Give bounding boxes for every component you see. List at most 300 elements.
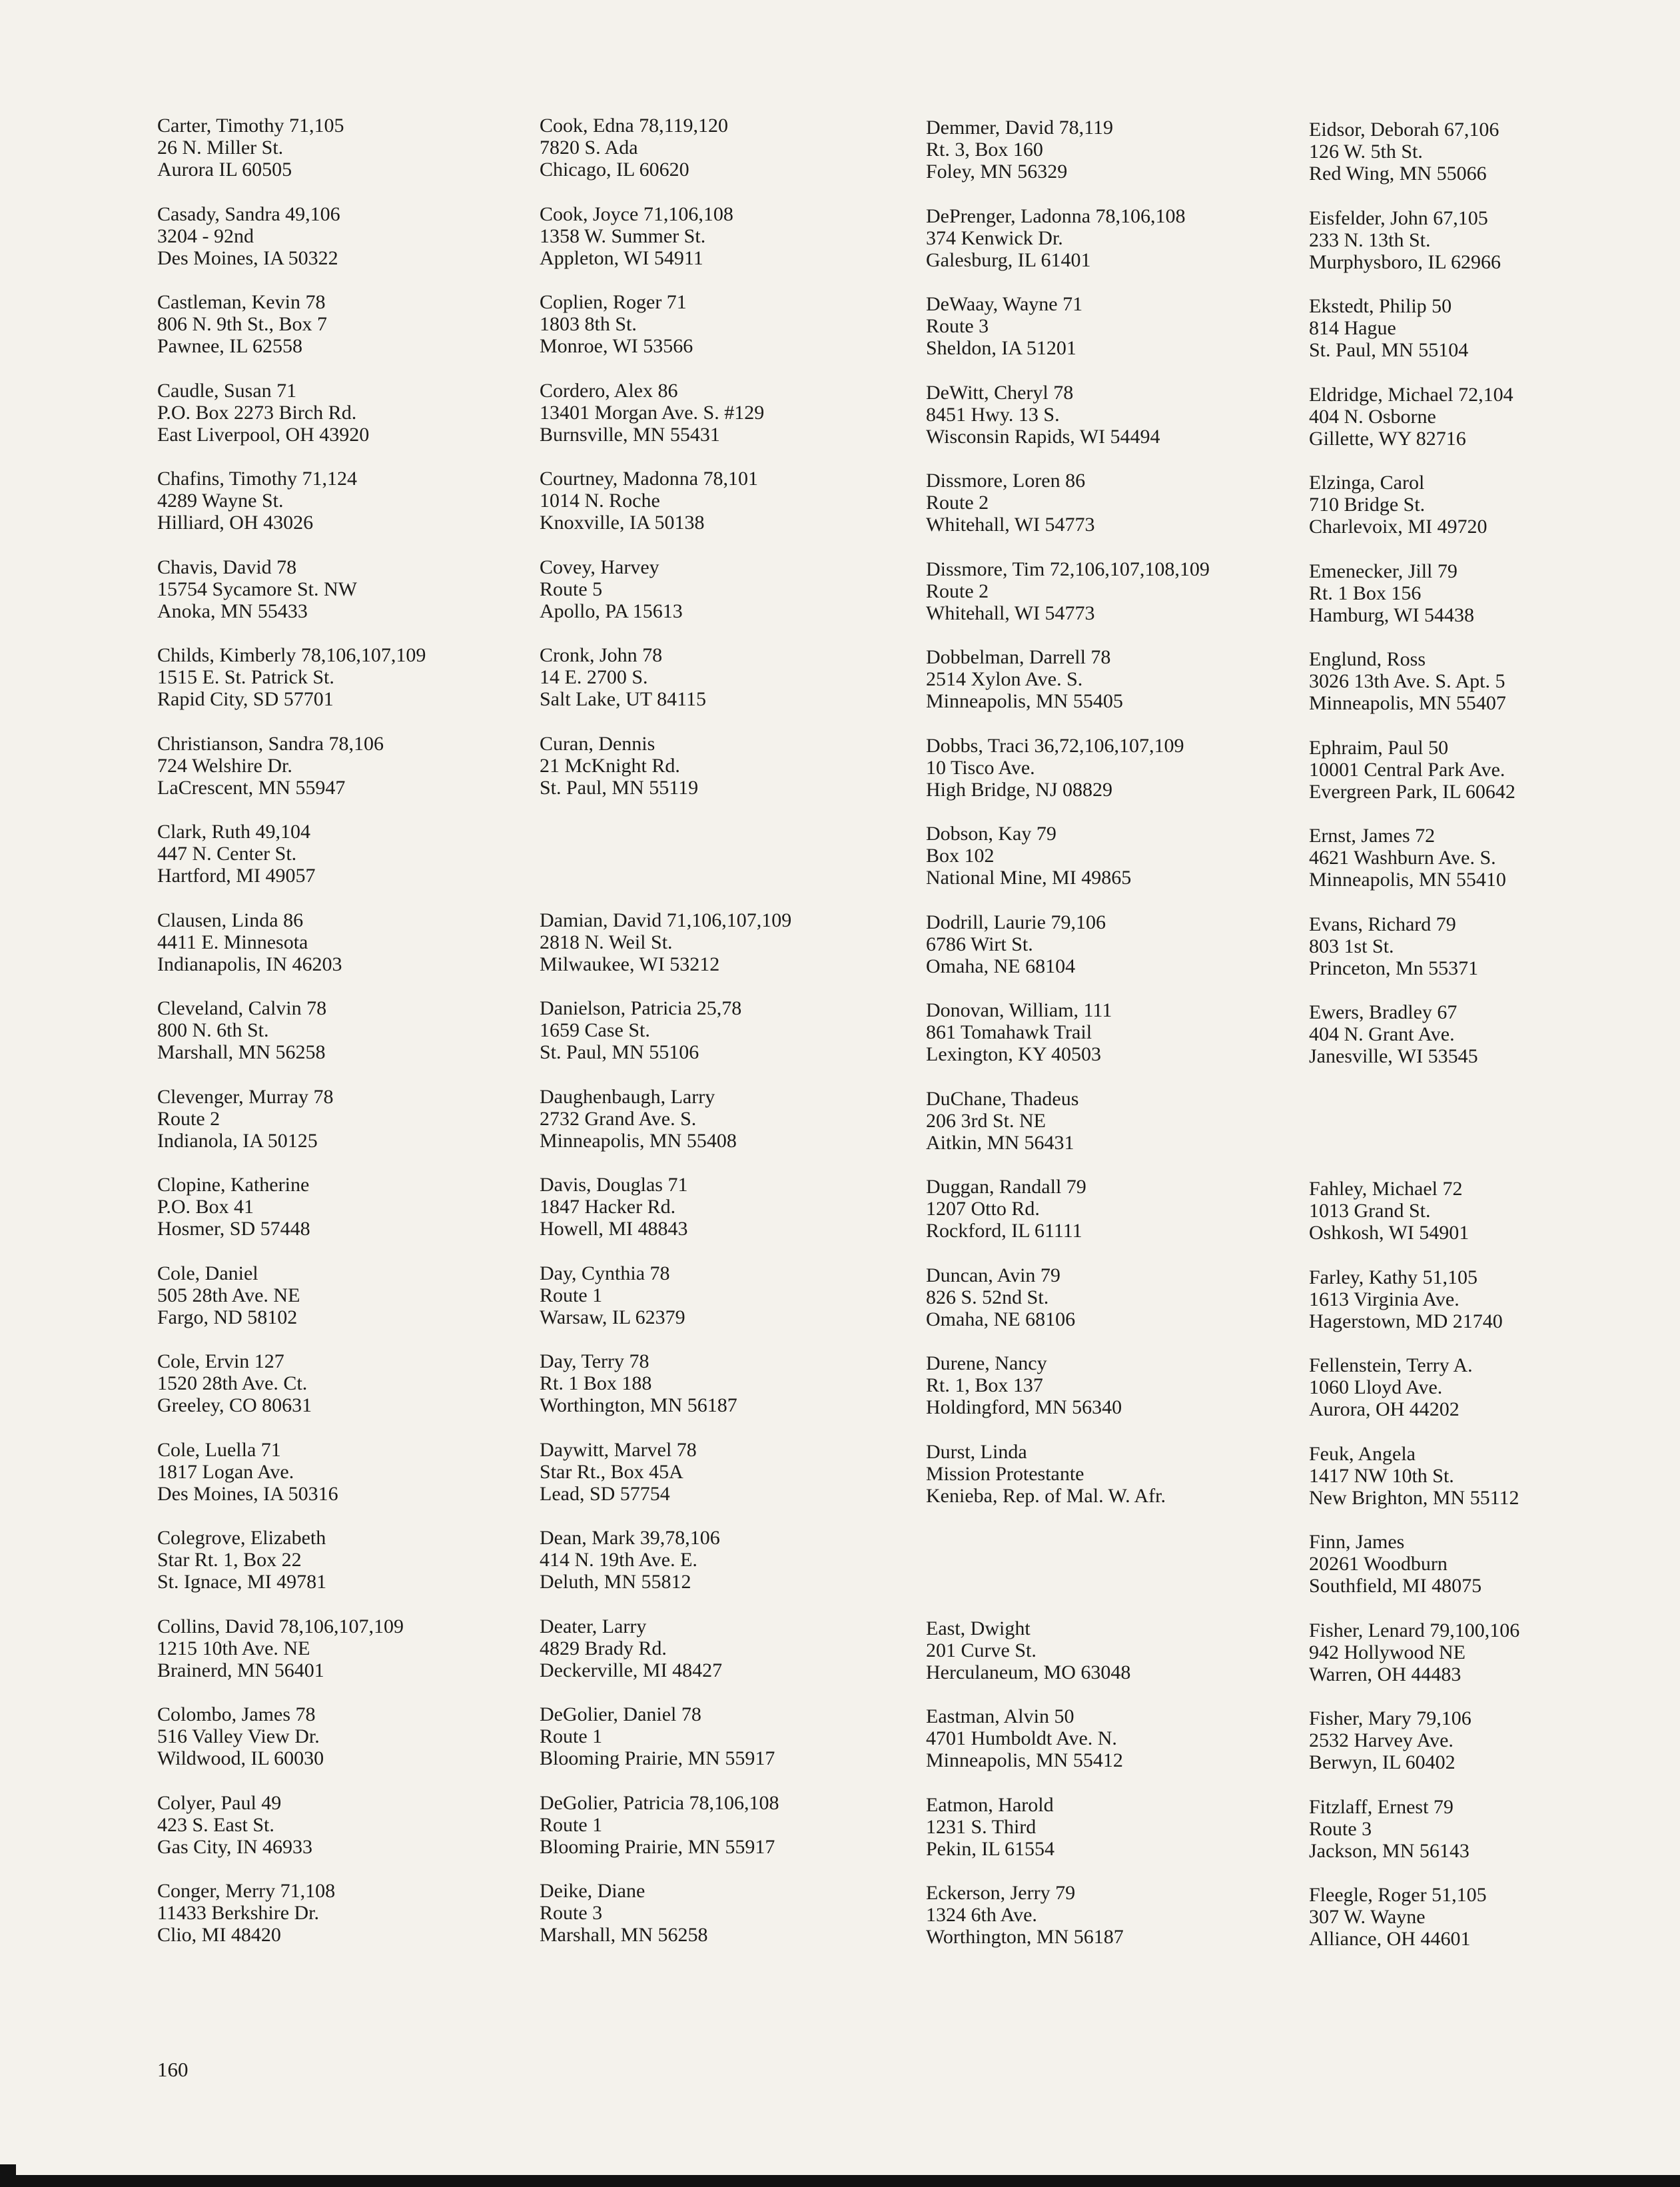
entry-name: DuChane, Thadeus	[926, 1087, 1079, 1110]
directory-entry	[1309, 825, 1680, 891]
directory-entry	[1309, 913, 1680, 979]
entry-name: Childs, Kimberly 78,106,107,109	[157, 644, 426, 666]
entry-city-state-zip: East Liverpool, OH 43920	[157, 423, 370, 446]
directory-entry	[1309, 560, 1680, 626]
entry-city-state-zip: Omaha, NE 68104	[926, 955, 1076, 977]
directory-entry	[540, 1174, 926, 1240]
entry-address: Box 102	[926, 845, 995, 867]
directory-entry	[926, 1088, 1312, 1154]
entry-city-state-zip: Milwaukee, WI 53212	[540, 953, 720, 975]
entry-city-state-zip: St. Ignace, MI 49781	[157, 1571, 327, 1593]
directory-entry	[540, 1527, 926, 1593]
directory-entry	[540, 1086, 926, 1152]
directory-entry	[1309, 1707, 1680, 1773]
entry-name: Englund, Ross	[1309, 648, 1426, 670]
entry-city-state-zip: High Bridge, NJ 08829	[926, 778, 1112, 801]
directory-entry	[1309, 384, 1680, 450]
directory-entry	[157, 1880, 544, 1946]
entry-name: Chafins, Timothy 71,124	[157, 468, 358, 490]
entry-address: 826 S. 52nd St.	[926, 1286, 1049, 1308]
entry-city-state-zip: Greeley, CO 80631	[157, 1394, 312, 1416]
entry-city-state-zip: Burnsville, MN 55431	[540, 423, 720, 446]
directory-entry	[157, 115, 544, 181]
directory-entry	[157, 644, 544, 710]
directory-entry	[1309, 1001, 1680, 1067]
entry-name: Ernst, James 72	[1309, 825, 1436, 847]
directory-entry	[1309, 737, 1680, 803]
entry-city-state-zip: Berwyn, IL 60402	[1309, 1751, 1456, 1773]
directory-entry	[540, 1439, 926, 1505]
directory-entry	[540, 468, 926, 534]
entry-address: 1215 10th Ave. NE	[157, 1637, 310, 1659]
entry-name: Caudle, Susan 71	[157, 379, 297, 402]
entry-name: Chavis, David 78	[157, 556, 297, 578]
entry-name: Eastman, Alvin 50	[926, 1705, 1074, 1727]
directory-entry	[1309, 119, 1680, 185]
entry-city-state-zip: Southfield, MI 48075	[1309, 1575, 1482, 1597]
entry-name: Dean, Mark 39,78,106	[540, 1527, 720, 1549]
entry-address: 516 Valley View Dr.	[157, 1725, 320, 1747]
entry-name: Evans, Richard 79	[1309, 913, 1456, 935]
entry-address: 404 N. Osborne	[1309, 405, 1436, 428]
entry-name: Eidsor, Deborah 67,106	[1309, 119, 1499, 141]
directory-entry	[540, 644, 926, 710]
entry-city-state-zip: New Brighton, MN 55112	[1309, 1486, 1519, 1509]
entry-address: 710 Bridge St.	[1309, 494, 1426, 516]
entry-address: Route 2	[157, 1107, 220, 1130]
entry-address: 942 Hollywood NE	[1309, 1641, 1466, 1663]
entry-name: Damian, David 71,106,107,109	[540, 909, 792, 931]
entry-address: 21 McKnight Rd.	[540, 754, 680, 777]
entry-city-state-zip: Aurora, OH 44202	[1309, 1398, 1460, 1420]
entry-address: 4411 E. Minnesota	[157, 931, 308, 953]
entry-city-state-zip: Sheldon, IA 51201	[926, 337, 1076, 359]
entry-name: Feuk, Angela	[1309, 1442, 1416, 1465]
entry-city-state-zip: Hosmer, SD 57448	[157, 1218, 310, 1240]
directory-entry	[926, 1352, 1312, 1418]
entry-city-state-zip: Whitehall, WI 54773	[926, 602, 1095, 624]
entry-name: Cole, Luella 71	[157, 1438, 281, 1461]
directory-entry	[926, 1882, 1312, 1948]
entry-name: Courtney, Madonna 78,101	[540, 468, 759, 490]
entry-city-state-zip: St. Paul, MN 55104	[1309, 339, 1469, 361]
entry-name: Deike, Diane	[540, 1880, 645, 1902]
entry-name: DeWitt, Cheryl 78	[926, 381, 1074, 404]
entry-name: Ekstedt, Philip 50	[1309, 295, 1452, 317]
entry-address: 404 N. Grant Ave.	[1309, 1023, 1455, 1045]
entry-name: Eatmon, Harold	[926, 1793, 1054, 1816]
directory-entry	[540, 997, 926, 1063]
entry-name: Cole, Ervin 127	[157, 1350, 284, 1372]
entry-address: 1659 Case St.	[540, 1019, 650, 1041]
entry-city-state-zip: Salt Lake, UT 84115	[540, 688, 706, 710]
entry-city-state-zip: Kenieba, Rep. of Mal. W. Afr.	[926, 1484, 1166, 1507]
entry-city-state-zip: Des Moines, IA 50316	[157, 1482, 338, 1505]
entry-address: 724 Welshire Dr.	[157, 754, 292, 777]
entry-address: 3204 - 92nd	[157, 224, 254, 247]
scan-edge-mark	[0, 2164, 16, 2175]
entry-address: Route 1	[540, 1284, 603, 1306]
entry-name: Cordero, Alex 86	[540, 379, 678, 402]
directory-entry	[157, 909, 544, 975]
entry-address: 233 N. 13th St.	[1309, 228, 1431, 251]
entry-city-state-zip: Hilliard, OH 43026	[157, 512, 314, 534]
entry-name: Christianson, Sandra 78,106	[157, 732, 384, 755]
entry-address: Star Rt., Box 45A	[540, 1460, 683, 1483]
entry-city-state-zip: LaCrescent, MN 55947	[157, 776, 346, 799]
entry-city-state-zip: Aurora IL 60505	[157, 159, 292, 181]
entry-city-state-zip: Clio, MI 48420	[157, 1924, 281, 1946]
entry-address: Route 3	[926, 315, 989, 337]
entry-city-state-zip: Red Wing, MN 55066	[1309, 163, 1487, 185]
directory-entry	[157, 821, 544, 887]
directory-entry	[926, 205, 1312, 271]
directory-entry	[157, 1792, 544, 1858]
entry-city-state-zip: Rockford, IL 61111	[926, 1220, 1082, 1242]
entry-name: DePrenger, Ladonna 78,106,108	[926, 205, 1186, 227]
entry-name: Fellenstein, Terry A.	[1309, 1354, 1473, 1376]
entry-address: 126 W. 5th St.	[1309, 141, 1423, 163]
entry-name: Conger, Merry 71,108	[157, 1880, 336, 1902]
directory-entry	[926, 117, 1312, 183]
entry-city-state-zip: Worthington, MN 56187	[540, 1394, 737, 1416]
entry-city-state-zip: Lexington, KY 40503	[926, 1043, 1102, 1065]
directory-entry	[157, 556, 544, 622]
entry-address: Route 2	[926, 492, 989, 514]
directory-entry	[926, 558, 1312, 624]
directory-entry	[1309, 207, 1680, 273]
entry-address: 1014 N. Roche	[540, 490, 660, 512]
directory-entry	[157, 1615, 544, 1681]
directory-entry	[540, 1703, 926, 1769]
entry-address: 4701 Humboldt Ave. N.	[926, 1727, 1117, 1749]
entry-city-state-zip: Howell, MI 48843	[540, 1218, 688, 1240]
entry-address: Route 5	[540, 578, 603, 600]
entry-city-state-zip: Wildwood, IL 60030	[157, 1747, 324, 1769]
entry-address: 2514 Xylon Ave. S.	[926, 668, 1083, 690]
directory-entry	[1309, 1178, 1680, 1244]
entry-city-state-zip: Deckerville, MI 48427	[540, 1659, 723, 1681]
entry-city-state-zip: Whitehall, WI 54773	[926, 514, 1095, 536]
entry-city-state-zip: Holdingford, MN 56340	[926, 1396, 1122, 1418]
entry-address: Route 2	[926, 580, 989, 602]
entry-city-state-zip: Anoka, MN 55433	[157, 600, 308, 622]
entry-address: P.O. Box 2273 Birch Rd.	[157, 401, 357, 424]
entry-city-state-zip: Apollo, PA 15613	[540, 600, 683, 622]
directory-entry	[926, 823, 1312, 889]
entry-name: Day, Terry 78	[540, 1350, 649, 1372]
entry-name: Eckerson, Jerry 79	[926, 1882, 1076, 1904]
entry-city-state-zip: Gas City, IN 46933	[157, 1835, 313, 1858]
directory-entry	[157, 1262, 544, 1328]
page-number: 160	[157, 2058, 189, 2081]
entry-name: Covey, Harvey	[540, 556, 659, 578]
entry-name: Fleegle, Roger 51,105	[1309, 1884, 1487, 1906]
entry-name: Carter, Timothy 71,105	[157, 115, 344, 137]
entry-address: 505 28th Ave. NE	[157, 1284, 300, 1306]
directory-entry	[540, 1615, 926, 1681]
entry-address: 414 N. 19th Ave. E.	[540, 1549, 697, 1571]
entry-address: 2532 Harvey Ave.	[1309, 1729, 1454, 1751]
directory-entry	[1309, 1443, 1680, 1509]
directory-entry	[926, 1617, 1312, 1683]
directory-entry	[540, 1880, 926, 1946]
entry-address: 201 Curve St.	[926, 1639, 1037, 1661]
entry-name: Fisher, Lenard 79,100,106	[1309, 1619, 1520, 1641]
entry-name: Danielson, Patricia 25,78	[540, 997, 742, 1019]
entry-city-state-zip: Indianapolis, IN 46203	[157, 953, 342, 975]
entry-city-state-zip: Alliance, OH 44601	[1309, 1928, 1471, 1950]
entry-city-state-zip: Chicago, IL 60620	[540, 159, 689, 181]
entry-address: 423 S. East St.	[157, 1813, 274, 1836]
entry-name: Duncan, Avin 79	[926, 1264, 1060, 1286]
entry-name: DeGolier, Daniel 78	[540, 1703, 701, 1725]
entry-address: 7820 S. Ada	[540, 137, 638, 159]
entry-name: Elzinga, Carol	[1309, 472, 1425, 494]
directory-entry	[157, 1527, 544, 1593]
entry-name: Coplien, Roger 71	[540, 291, 687, 313]
entry-address: 803 1st St.	[1309, 935, 1394, 957]
entry-name: DeWaay, Wayne 71	[926, 293, 1083, 315]
entry-city-state-zip: Omaha, NE 68106	[926, 1308, 1076, 1330]
entry-address: 1324 6th Ave.	[926, 1904, 1037, 1926]
entry-address: 2732 Grand Ave. S.	[540, 1107, 697, 1130]
entry-address: 1013 Grand St.	[1309, 1200, 1431, 1222]
entry-address: 13401 Morgan Ave. S. #129	[540, 401, 765, 424]
entry-city-state-zip: Warren, OH 44483	[1309, 1663, 1462, 1685]
entry-address: Rt. 1, Box 137	[926, 1374, 1043, 1396]
entry-name: Cook, Joyce 71,106,108	[540, 203, 733, 225]
entry-city-state-zip: Fargo, ND 58102	[157, 1306, 298, 1328]
entry-address: 1613 Virginia Ave.	[1309, 1288, 1460, 1310]
entry-city-state-zip: Minneapolis, MN 55410	[1309, 869, 1506, 891]
directory-entry	[157, 203, 544, 269]
entry-name: Fisher, Mary 79,106	[1309, 1707, 1471, 1729]
entry-name: Collins, David 78,106,107,109	[157, 1615, 404, 1637]
entry-city-state-zip: Galesburg, IL 61401	[926, 248, 1091, 271]
entry-address: 1515 E. St. Patrick St.	[157, 666, 334, 688]
entry-name: Cleveland, Calvin 78	[157, 997, 327, 1019]
entry-city-state-zip: Minneapolis, MN 55407	[1309, 692, 1506, 714]
entry-address: 15754 Sycamore St. NW	[157, 578, 357, 600]
entry-address: 4289 Wayne St.	[157, 490, 284, 512]
entry-city-state-zip: Lead, SD 57754	[540, 1482, 670, 1505]
entry-city-state-zip: Hartford, MI 49057	[157, 865, 316, 887]
entry-name: Cook, Edna 78,119,120	[540, 115, 729, 137]
entry-city-state-zip: Charlevoix, MI 49720	[1309, 516, 1487, 538]
directory-entry	[926, 1176, 1312, 1242]
entry-city-state-zip: Minneapolis, MN 55408	[540, 1129, 737, 1152]
entry-city-state-zip: Worthington, MN 56187	[926, 1926, 1124, 1948]
directory-entry	[540, 1350, 926, 1416]
entry-address: Route 3	[540, 1902, 603, 1924]
entry-address: 4829 Brady Rd.	[540, 1637, 667, 1659]
entry-city-state-zip: Appleton, WI 54911	[540, 246, 703, 269]
entry-name: Donovan, William, 111	[926, 999, 1112, 1021]
entry-name: Eisfelder, John 67,105	[1309, 207, 1488, 229]
directory-entry	[540, 203, 926, 269]
directory-entry	[157, 468, 544, 534]
entry-name: Daywitt, Marvel 78	[540, 1438, 697, 1461]
entry-address: P.O. Box 41	[157, 1196, 254, 1218]
entry-address: 4621 Washburn Ave. S.	[1309, 847, 1496, 869]
entry-name: Cole, Daniel	[157, 1262, 258, 1284]
directory-entry	[926, 999, 1312, 1065]
entry-name: Duggan, Randall 79	[926, 1176, 1086, 1198]
entry-name: Farley, Kathy 51,105	[1309, 1266, 1478, 1288]
entry-city-state-zip: Hamburg, WI 54438	[1309, 604, 1475, 626]
entry-city-state-zip: Gillette, WY 82716	[1309, 427, 1466, 450]
entry-address: Route 1	[540, 1813, 603, 1836]
entry-city-state-zip: Jackson, MN 56143	[1309, 1839, 1470, 1862]
entry-name: Ewers, Bradley 67	[1309, 1001, 1458, 1023]
entry-city-state-zip: Warsaw, IL 62379	[540, 1306, 685, 1328]
directory-entry	[157, 1350, 544, 1416]
entry-name: Day, Cynthia 78	[540, 1262, 670, 1284]
entry-address: 1520 28th Ave. Ct.	[157, 1372, 308, 1394]
entry-city-state-zip: Marshall, MN 56258	[157, 1041, 326, 1063]
entry-city-state-zip: Deluth, MN 55812	[540, 1571, 691, 1593]
entry-name: Curan, Dennis	[540, 732, 655, 755]
entry-name: Colyer, Paul 49	[157, 1791, 282, 1814]
entry-city-state-zip: Knoxville, IA 50138	[540, 512, 705, 534]
directory-entry	[1309, 1884, 1680, 1950]
entry-address: 1817 Logan Ave.	[157, 1460, 294, 1483]
entry-city-state-zip: Rapid City, SD 57701	[157, 688, 334, 710]
directory-entry	[1309, 1796, 1680, 1862]
entry-name: Colegrove, Elizabeth	[157, 1527, 326, 1549]
entry-city-state-zip: Des Moines, IA 50322	[157, 246, 338, 269]
entry-city-state-zip: Minneapolis, MN 55405	[926, 690, 1123, 712]
entry-name: Clevenger, Murray 78	[157, 1085, 334, 1108]
entry-address: 1358 W. Summer St.	[540, 224, 706, 247]
entry-address: 814 Hague	[1309, 317, 1396, 339]
directory-entry	[926, 735, 1312, 801]
entry-city-state-zip: Herculaneum, MO 63048	[926, 1661, 1131, 1683]
entry-name: Dobson, Kay 79	[926, 823, 1056, 845]
entry-name: Durene, Nancy	[926, 1352, 1047, 1374]
entry-name: Dissmore, Tim 72,106,107,108,109	[926, 558, 1210, 580]
directory-entry	[157, 291, 544, 357]
directory-entry	[1309, 295, 1680, 361]
entry-name: Durst, Linda	[926, 1440, 1027, 1463]
directory-entry	[540, 733, 926, 799]
entry-address: Rt. 1 Box 188	[540, 1372, 652, 1394]
entry-name: Clausen, Linda 86	[157, 909, 304, 931]
entry-address: 8451 Hwy. 13 S.	[926, 403, 1060, 426]
entry-city-state-zip: St. Paul, MN 55106	[540, 1041, 699, 1063]
entry-city-state-zip: Brainerd, MN 56401	[157, 1659, 324, 1681]
entry-address: Rt. 1 Box 156	[1309, 582, 1422, 604]
entry-name: Fitzlaff, Ernest 79	[1309, 1795, 1454, 1818]
directory-entry	[157, 1086, 544, 1152]
entry-address: 307 W. Wayne	[1309, 1906, 1426, 1928]
directory-entry	[1309, 1266, 1680, 1332]
entry-city-state-zip: Pawnee, IL 62558	[157, 335, 302, 357]
directory-entry	[926, 1264, 1312, 1330]
entry-name: Dobbs, Traci 36,72,106,107,109	[926, 734, 1184, 757]
entry-name: Ephraim, Paul 50	[1309, 736, 1449, 759]
directory-entry	[926, 1794, 1312, 1860]
directory-entry	[157, 733, 544, 799]
entry-address: 10 Tisco Ave.	[926, 756, 1035, 779]
entry-name: Finn, James	[1309, 1531, 1405, 1553]
entry-city-state-zip: Aitkin, MN 56431	[926, 1131, 1074, 1154]
entry-city-state-zip: Wisconsin Rapids, WI 54494	[926, 425, 1160, 448]
entry-address: Route 3	[1309, 1817, 1372, 1840]
entry-city-state-zip: Murphysboro, IL 62966	[1309, 250, 1501, 273]
entry-address: Star Rt. 1, Box 22	[157, 1549, 302, 1571]
scan-edge-bar	[0, 2175, 1680, 2187]
entry-address: 447 N. Center St.	[157, 843, 297, 865]
entry-address: 14 E. 2700 S.	[540, 666, 648, 688]
directory-entry	[926, 911, 1312, 977]
entry-city-state-zip: Minneapolis, MN 55412	[926, 1749, 1123, 1771]
entry-name: Colombo, James 78	[157, 1703, 316, 1725]
entry-city-state-zip: Foley, MN 56329	[926, 161, 1068, 183]
entry-city-state-zip: Evergreen Park, IL 60642	[1309, 780, 1515, 803]
entry-address: 3026 13th Ave. S. Apt. 5	[1309, 670, 1505, 692]
directory-entry	[540, 291, 926, 357]
entry-city-state-zip: Blooming Prairie, MN 55917	[540, 1835, 775, 1858]
directory-entry	[926, 646, 1312, 712]
entry-address: 374 Kenwick Dr.	[926, 226, 1063, 249]
entry-name: Cronk, John 78	[540, 644, 663, 666]
entry-city-state-zip: National Mine, MI 49865	[926, 867, 1132, 889]
entry-name: Casady, Sandra 49,106	[157, 203, 340, 225]
entry-address: Mission Protestante	[926, 1462, 1084, 1485]
entry-name: East, Dwight	[926, 1617, 1031, 1639]
entry-address: 861 Tomahawk Trail	[926, 1021, 1092, 1043]
entry-address: Route 1	[540, 1725, 603, 1747]
directory-entry	[540, 909, 926, 975]
entry-address: 1060 Lloyd Ave.	[1309, 1376, 1443, 1398]
entry-address: Rt. 3, Box 160	[926, 139, 1043, 161]
entry-address: 800 N. 6th St.	[157, 1019, 269, 1041]
entry-address: 806 N. 9th St., Box 7	[157, 313, 328, 335]
entry-address: 1231 S. Third	[926, 1815, 1037, 1838]
entry-address: 20261 Woodburn	[1309, 1553, 1448, 1575]
directory-entry	[1309, 1619, 1680, 1685]
directory-entry	[540, 556, 926, 622]
directory-entry	[926, 382, 1312, 448]
directory-entry	[926, 1705, 1312, 1771]
directory-entry	[1309, 648, 1680, 714]
directory-entry	[540, 380, 926, 446]
directory-entry	[157, 1439, 544, 1505]
directory-entry	[157, 1703, 544, 1769]
entry-address: 11433 Berkshire Dr.	[157, 1902, 320, 1924]
entry-city-state-zip: Princeton, Mn 55371	[1309, 957, 1479, 979]
entry-name: Fahley, Michael 72	[1309, 1178, 1463, 1200]
directory-entry	[540, 1792, 926, 1858]
entry-city-state-zip: Marshall, MN 56258	[540, 1924, 708, 1946]
entry-name: DeGolier, Patricia 78,106,108	[540, 1791, 779, 1814]
entry-name: Clopine, Katherine	[157, 1174, 310, 1196]
entry-name: Eldridge, Michael 72,104	[1309, 383, 1513, 406]
entry-name: Dodrill, Laurie 79,106	[926, 911, 1106, 933]
directory-entry	[157, 380, 544, 446]
entry-address: 1417 NW 10th St.	[1309, 1464, 1454, 1487]
entry-name: Daughenbaugh, Larry	[540, 1085, 715, 1108]
entry-city-state-zip: Hagerstown, MD 21740	[1309, 1310, 1503, 1332]
entry-address: 1207 Otto Rd.	[926, 1198, 1040, 1220]
entry-address: 26 N. Miller St.	[157, 137, 284, 159]
entry-name: Castleman, Kevin 78	[157, 291, 326, 313]
entry-name: Deater, Larry	[540, 1615, 647, 1637]
directory-entry	[926, 1441, 1312, 1507]
entry-address: 10001 Central Park Ave.	[1309, 758, 1505, 781]
